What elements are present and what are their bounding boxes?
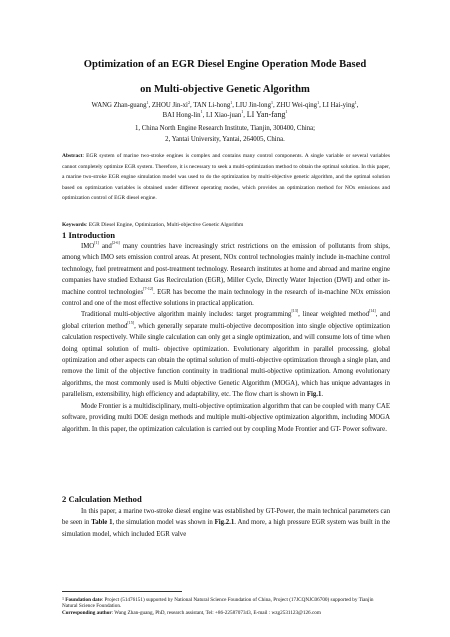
figure-reference: Fig.1 [306, 391, 322, 399]
section-heading-calculation-method: 2 Calculation Method [62, 494, 142, 504]
author-name: LIU Jin-long [235, 102, 271, 109]
footnote-author-label: Corresponding author [62, 609, 112, 616]
author-name: TAN Li-hong [193, 102, 231, 109]
author-list: WANG Zhan-guang$^1$, ZHOU Jin-$xi^2$, TAN Li-hong$^1$, LIU Jin-long$^1$, ZHU Wei-qing$^1$, LI Hai-ying$^1$, BAI Hong-lin$^1$, LI Xiao-juan$^1$, LI Yan-fang$^1$ [91, 100, 359, 119]
keywords [62, 221, 390, 229]
paper-title-line-1: Optimization of an EGR Diesel Engine Operation Mode Based [83, 59, 367, 70]
paragraph: IMO[1] and[2-6] many countries have increasingly strict restrictions on the emission of pollutants from ships, among which IMO sets emission control areas. At present, NOx control technologies mainly include in-machine control technology, fuel pretreatment and post-treatment technology. Research institutes at home and abroad and marine engine companies have studied Exhaust Gas Recirculation (EGR), Miller Cycle, Directly Water Injection (DWI) and other in-machine control technologies[7-12]. EGR has become the main technology in the research of in-machine NOx emission control and one of the most effective solutions in practical application. [62, 240, 390, 308]
paragraph: Mode Frontier is a multidisciplinary, multi-objective optimization algorithm that can be coupled with many CAE software, providing multi DOE design methods and multiple multi-objective optimization algorithm, including MOGA algorithm. In this paper, the optimization calculation is carried out by coupling Mode Frontier and GT- Power software. [62, 402, 390, 433]
author-name: ZHU Wei-qing [276, 102, 318, 109]
author-name: WANG Zhan-guang [91, 102, 147, 109]
author-name: BAI Hong-lin [162, 112, 201, 119]
paragraph: Traditional multi-objective algorithm mainly includes: target programming[13], linear weighted method[14], and global criterion method[15], which generally separate multi-objective decomposition into single objective optimization calculation respectively. While single calculation can only get a single optimization, and will consume lots of time when doing optimal solution of multi- objective optimization. Evolutionary algorithm in parallel processing, global optimization and other aspects can obtain the optimal solution of multi-objective optimization through a single plan, and remove the limit of the objective function continuity in traditional multi-objective optimization. Among evolutionary algorithms, the most commonly used is Multi objective Genetic Algorithm (MOGA), which has unique advantages in parallelism, extensibility, high efficiency and adaptability, etc. The flow chart is shown in Fig.1. [62, 308, 390, 399]
abstract-label: Abstract [62, 153, 83, 159]
abstract-text: : EGR system of marine two-stroke engines is complex and contains many control components. A single variable or several variables cannot completely optimize EGR system. Therefore, it is necessary to seek a multi-optimization method to obtain the optimal solution. In this paper, a marine two-stroke EGR engine simulation model was used to do the optimization by multi-objective genetic algorithm, and the optimal solution based on optimization variables is obtained under different operating modes, which provides an optimization method for NOx emissions and optimization control of EGR diesel engine. [62, 153, 390, 202]
footnote-author-text: : Wang Zhan-guang, PhD, research assistant, Tel: +86-2258707343, E-mail : wzg2531123@126.com [111, 609, 321, 616]
table-reference: Table 1 [91, 519, 113, 527]
paper-title-line-2: on Multi-objective Genetic Algorithm [140, 84, 310, 95]
footnote: $^1$ Foundation date: Project (51476151) supported by National Natural Science Foundation of China, Project (17JCQNJC06700) supported by Tianjin Natural Science Foundation. Corresponding author: Wang Zhan-guang, PhD, research assistant, Tel: +86-2258707343, E-mail : wzg2531123@126.com [62, 596, 374, 616]
keywords-text: : EGR Diesel Engine, Optimization, Multi-objective Genetic Algorithm [85, 222, 244, 228]
author-name: LI Hai-ying [322, 102, 355, 109]
affiliation-2: 2, Yantai University, Yantai, 264005, China. [165, 136, 285, 143]
footnote-foundation-label: Foundation date [65, 597, 102, 603]
calculation-method-body [62, 506, 390, 540]
footnote-foundation-text: : Project (51476151) supported by National Natural Science Foundation of China, Project (17JCQNJC06700) supported by Tianjin Natural Science Foundation. [62, 597, 374, 610]
affiliation-1: 1, China North Engine Research Institute, Tianjin, 300400, China; [134, 125, 316, 132]
author-name: ZHOU Jin-xi [151, 102, 188, 109]
author-name: LI Xiao-juan [205, 112, 242, 119]
paragraph: In this paper, a marine two-stroke diesel engine was established by GT-Power, the main technical parameters can be seen in Table 1, the simulation model was shown in Fig.2.1. And more, a high pressure EGR system was built in the simulation model, which included EGR valve [62, 508, 390, 538]
figure-reference: Fig.2.1 [214, 519, 235, 527]
section-heading-introduction: 1 Introduction [62, 230, 116, 240]
keywords-label: Keywords [62, 222, 86, 228]
abstract [62, 151, 390, 204]
introduction-body [62, 241, 390, 435]
author-name: LI Yan-fang [246, 110, 286, 119]
footnote-separator [62, 591, 182, 592]
